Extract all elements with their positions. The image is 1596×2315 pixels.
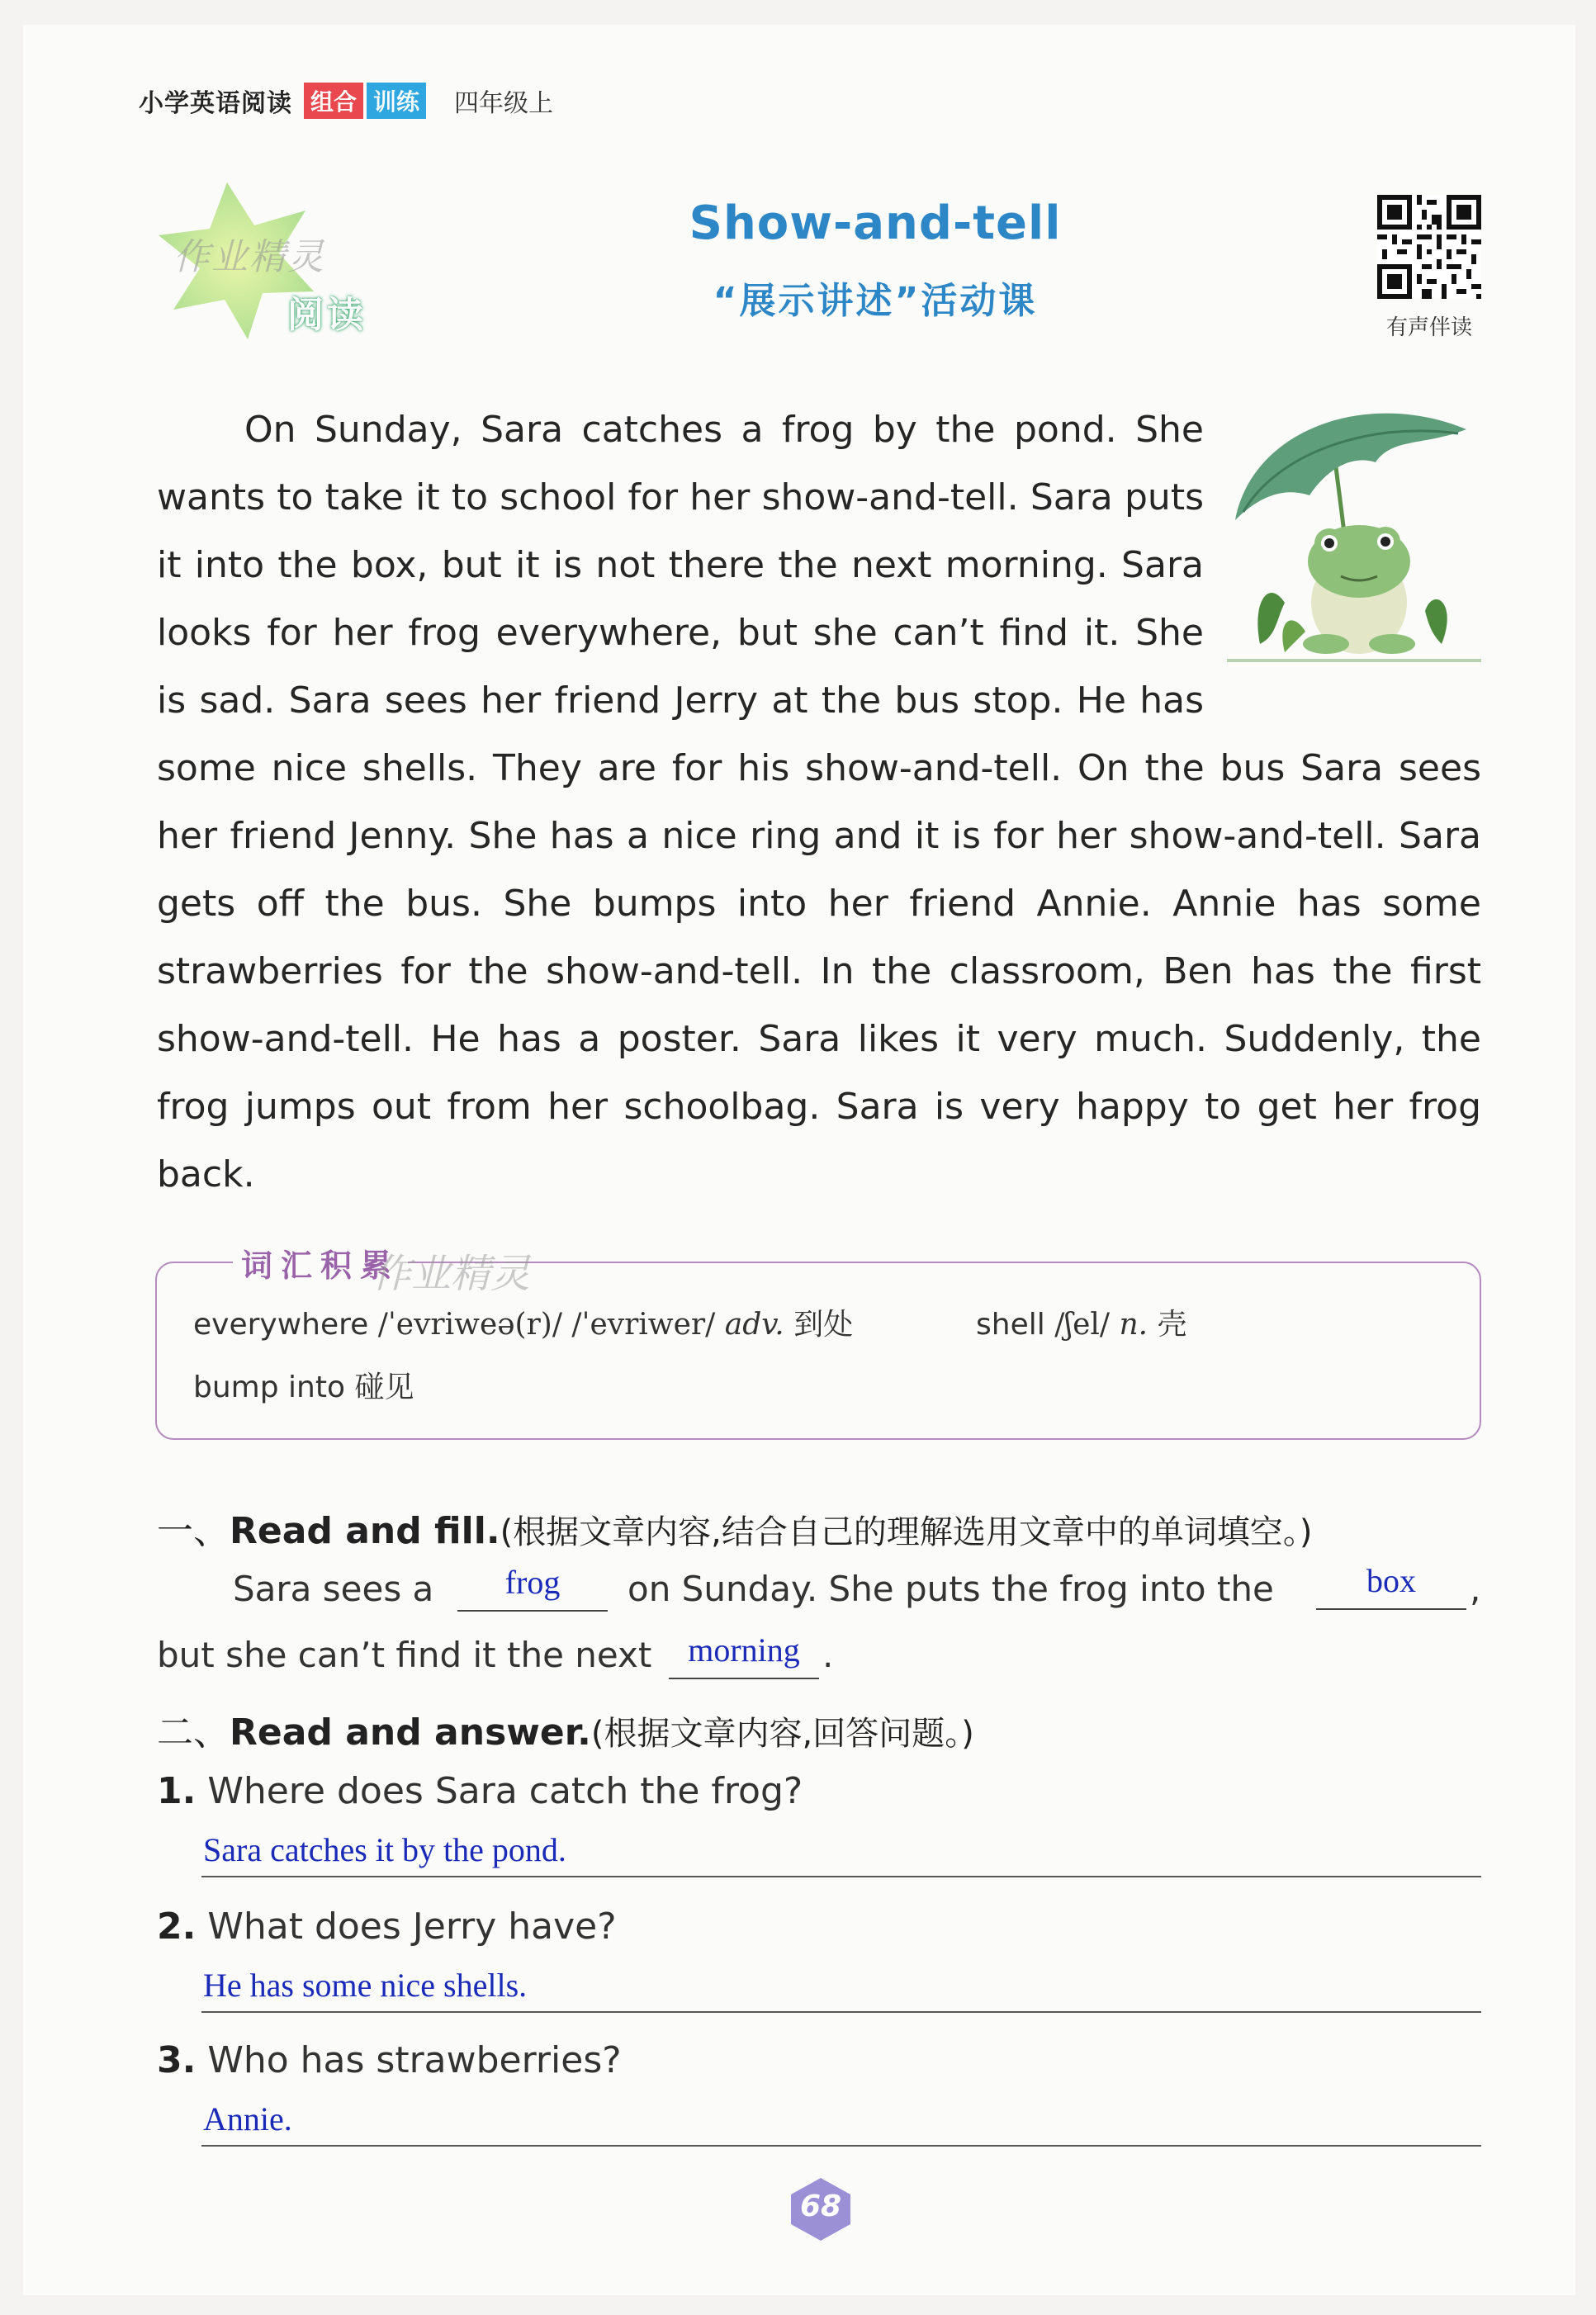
section-instruction: (根据文章内容,回答问题。) — [590, 1715, 974, 1753]
vocab-meaning: 到处 — [793, 1308, 854, 1342]
page-title: Show-and-tell — [689, 196, 1062, 250]
badge-label: 阅读 — [287, 294, 367, 336]
section-title: Read and answer. — [230, 1711, 591, 1754]
question-text: What does Jerry have? — [207, 1905, 617, 1948]
question-number: 2. — [157, 1905, 197, 1948]
grade-label: 四年级上 — [454, 89, 554, 118]
tag-training: 训练 — [367, 83, 426, 119]
vocab-pos: adv. — [724, 1308, 784, 1342]
vocab-entry — [193, 1364, 414, 1406]
book-header — [139, 83, 553, 119]
question-text: Who has strawberries? — [207, 2039, 622, 2081]
qr-label: 有声伴读 — [1385, 315, 1472, 340]
answer-text: Annie. — [203, 2100, 292, 2137]
section-number: 一、 — [157, 1510, 230, 1552]
answer-line-1[interactable] — [201, 1828, 1481, 1877]
page-number-text: 68 — [799, 2190, 842, 2223]
answer-line-3[interactable] — [201, 2097, 1481, 2147]
question-number: 1. — [157, 1770, 197, 1812]
passage-text: On Sunday, Sara catches a frog by the pond. She wants to take it to school for her show-and-tell. Sara puts it into the box, but it is not there the next morning. Sara looks for her frog everywhere, but she can’t find it. She is sad. Sara sees her friend Jerry at the bus stop. He has some nice shells. They are for his show-and-tell. On the bus Sara sees her friend Jenny. She has a nice ring and it is for her show-and-tell. Sara gets off the bus. She bumps into her friend Annie. Annie has some strawberries for the show-and-tell. In the classroom, Ben has the first show-and-tell. He has a poster. Sara likes it very much. Suddenly, the frog jumps out from her schoolbag. Sara is very happy to get her frog back. — [157, 409, 1481, 1195]
section-number: 二、 — [157, 1711, 230, 1754]
vocab-word: shell — [976, 1308, 1045, 1342]
page-number — [788, 2176, 854, 2242]
reading-passage — [157, 396, 1481, 1209]
fill-blank-3[interactable]: morning — [669, 1631, 819, 1679]
vocab-phonetic: /ˈevriweə(r)/ /ˈevriwer/ — [377, 1308, 716, 1342]
fill-text-2: on Sunday. She puts the frog into the — [628, 1569, 1274, 1609]
badge-watermark: 作业精灵 — [173, 236, 325, 278]
vocab-title: 词汇积累 — [233, 1240, 408, 1285]
question-2 — [157, 1905, 617, 1948]
vocab-meaning: 碰见 — [354, 1371, 414, 1404]
tag-combo: 组合 — [304, 83, 363, 119]
reading-badge — [149, 178, 421, 343]
vocab-meaning: 壳 — [1157, 1308, 1187, 1342]
section2-heading — [157, 1702, 974, 1755]
question-number: 3. — [157, 2039, 197, 2081]
page-subtitle: “展示讲述”活动课 — [713, 280, 1038, 322]
answer-text: He has some nice shells. — [203, 1967, 528, 2004]
fill-blank-1[interactable]: frog — [457, 1564, 608, 1612]
frog-under-leaf-illustration — [1227, 396, 1481, 669]
question-3 — [157, 2039, 622, 2081]
question-1 — [157, 1770, 803, 1812]
vocab-phonetic: /ʃel/ — [1054, 1308, 1111, 1342]
qr-code-icon[interactable] — [1377, 195, 1481, 299]
series-title: 小学英语阅读 — [139, 89, 292, 118]
section-title: Read and fill. — [230, 1510, 500, 1552]
section-instruction: (根据文章内容,结合自己的理解选用文章中的单词填空。) — [500, 1513, 1313, 1551]
vocab-entry — [976, 1301, 1187, 1343]
question-text: Where does Sara catch the frog? — [207, 1770, 803, 1812]
fill-text-1: Sara sees a — [233, 1569, 434, 1609]
answer-line-2[interactable] — [201, 1963, 1481, 2013]
fill-text-5: . — [822, 1635, 834, 1675]
fill-text-3: , — [1470, 1569, 1481, 1609]
vocab-entry — [193, 1301, 853, 1343]
vocab-word: everywhere — [193, 1308, 369, 1342]
vocab-box — [155, 1247, 1481, 1440]
vocab-word: bump into — [193, 1371, 345, 1404]
fill-text-4: but she can’t find it the next — [157, 1635, 652, 1675]
fill-blank-2[interactable]: box — [1316, 1562, 1466, 1610]
answer-text: Sara catches it by the pond. — [203, 1831, 566, 1868]
vocab-pos: n. — [1119, 1308, 1148, 1342]
section1-heading — [157, 1501, 1313, 1554]
vocab-watermark: 作业精灵 — [372, 1251, 531, 1297]
